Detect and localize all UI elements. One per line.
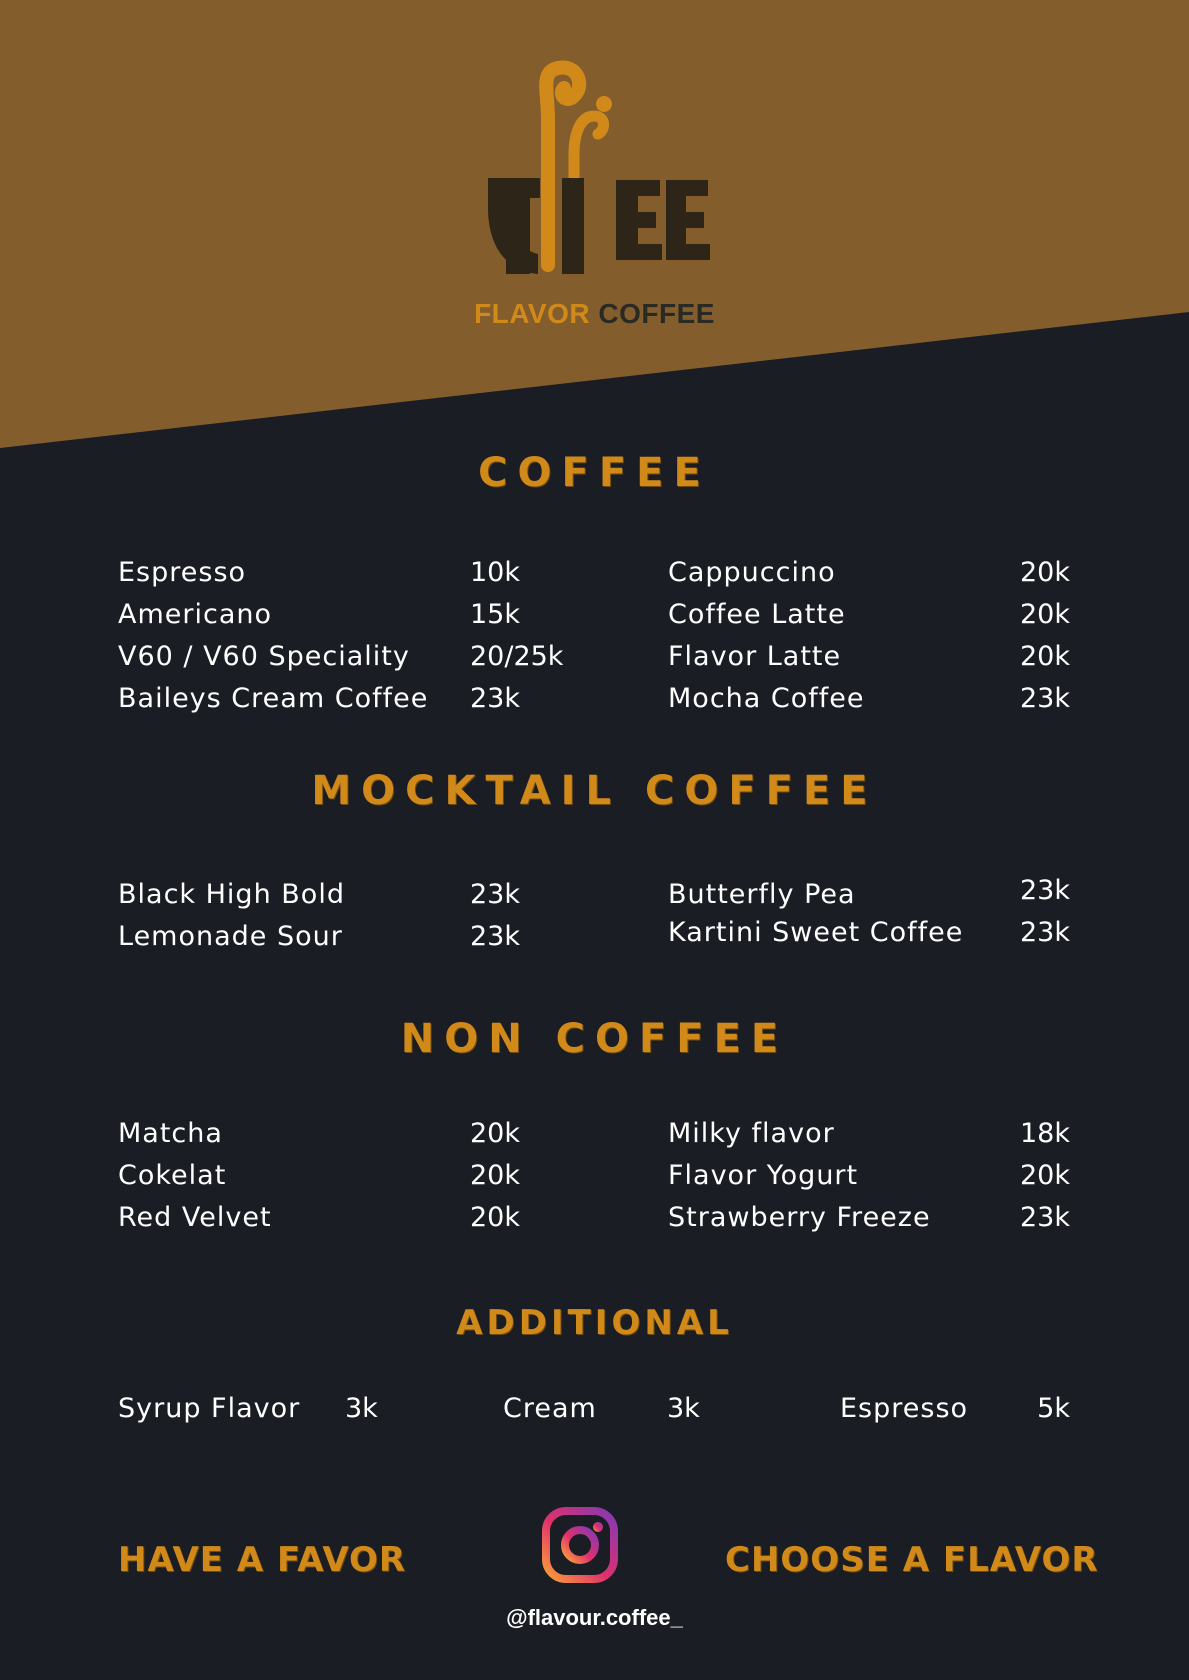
menu-item-price: 10k: [470, 557, 520, 588]
menu-item-name: Baileys Cream Coffee: [118, 683, 429, 714]
menu-item-name: Red Velvet: [118, 1202, 272, 1233]
section-title-mocktail: MOCKTAIL COFFEE: [311, 768, 878, 814]
menu-item-price: 23k: [470, 879, 520, 910]
menu-item-name: Americano: [118, 599, 273, 630]
addon-item-name: Cream: [503, 1393, 597, 1424]
menu-item-price: 20k: [1020, 641, 1070, 672]
addon-item-price: 5k: [1037, 1393, 1070, 1424]
addon-item-price: 3k: [667, 1393, 700, 1424]
instagram-handle[interactable]: @flavour.coffee_: [506, 1605, 683, 1630]
menu-item-name: Strawberry Freeze: [668, 1202, 931, 1233]
brand-part-2: COFFEE: [598, 298, 715, 329]
menu-item-name: Butterfly Pea: [668, 879, 856, 910]
menu-item-name: Black High Bold: [118, 879, 345, 910]
menu-item-name: Milky flavor: [668, 1118, 835, 1149]
menu-item-price: 18k: [1020, 1118, 1070, 1149]
addon-item-price: 3k: [345, 1393, 378, 1424]
instagram-icon[interactable]: [540, 1505, 620, 1585]
brand-part-1: FLAVOR: [474, 298, 591, 329]
menu-item-name: Flavor Latte: [668, 641, 842, 672]
menu-item-name: Flavor Yogurt: [668, 1160, 859, 1191]
menu-item-price: 20/25k: [470, 641, 564, 672]
menu-item-price: 23k: [1020, 1202, 1070, 1233]
menu-item-name: Cappuccino: [668, 557, 836, 588]
menu-item-name: Mocha Coffee: [668, 683, 865, 714]
section-title-non-coffee: NON COFFEE: [400, 1016, 789, 1062]
menu-item-name: Matcha: [118, 1118, 223, 1149]
menu-item-price: 23k: [1020, 875, 1070, 906]
addon-item-name: Espresso: [840, 1393, 969, 1424]
tagline-right: CHOOSE A FLAVOR: [725, 1540, 1099, 1580]
menu-item-name: Coffee Latte: [668, 599, 846, 630]
brand-name: [0, 298, 1189, 330]
menu-item-price: 23k: [470, 921, 520, 952]
menu-item-price: 23k: [470, 683, 520, 714]
menu-item-price: 15k: [470, 599, 520, 630]
menu-item-name: V60 / V60 Speciality: [118, 641, 410, 672]
menu-item-name: Kartini Sweet Coffee: [668, 917, 964, 948]
menu-item-price: 20k: [1020, 557, 1070, 588]
menu-item-price: 20k: [1020, 1160, 1070, 1191]
menu-item-name: Lemonade Sour: [118, 921, 343, 952]
menu-item-price: 20k: [470, 1202, 520, 1233]
menu-item-price: 20k: [470, 1118, 520, 1149]
menu-item-price: 23k: [1020, 683, 1070, 714]
menu-item-name: Espresso: [118, 557, 247, 588]
tagline-left: HAVE A FAVOR: [118, 1540, 407, 1580]
section-title-coffee: COFFEE: [478, 450, 711, 496]
menu-item-price: 20k: [1020, 599, 1070, 630]
menu-item-price: 23k: [1020, 917, 1070, 948]
menu-item-name: Cokelat: [118, 1160, 227, 1191]
section-title-additional: ADDITIONAL: [456, 1303, 733, 1343]
menu-item-price: 20k: [470, 1160, 520, 1191]
addon-item-name: Syrup Flavor: [118, 1393, 301, 1424]
